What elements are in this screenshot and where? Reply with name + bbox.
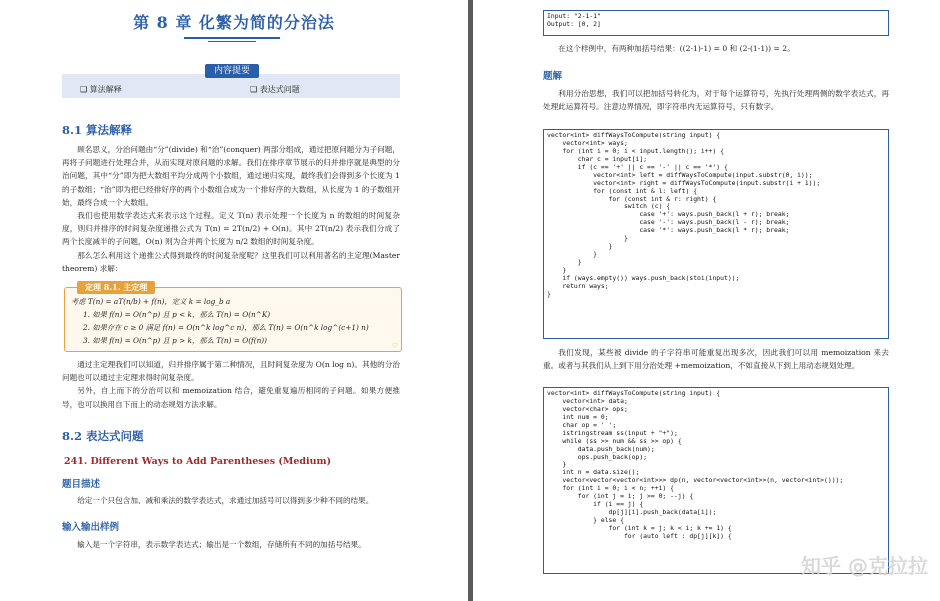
code-line: for (const int & l: left) {: [547, 186, 698, 195]
code-line: if (c == '+' || c == '-' || c == '*') {: [547, 162, 728, 171]
paragraph: 那么怎么利用这个递推公式得到最终的时间复杂度呢？这里我们可以利用著名的主定理(Master theorem) 求解：: [62, 250, 400, 273]
solution-text: [543, 87, 889, 113]
summary-label: 内容提要: [205, 64, 259, 78]
end-of-theorem-icon: ♡: [391, 342, 398, 350]
code-line: return ways;: [547, 281, 609, 290]
paragraph: 在这个样例中，有两种加括号结果：((2-1)-1) = 0 和 (2-(1-1)) = 2。: [558, 44, 795, 53]
code-line: for (int i = 0; i < n; ++i) {: [547, 484, 674, 493]
code-line: }: [547, 460, 567, 469]
theorem-case-2: 2. 如果存在 c ≥ 0 满足 f(n) = O(n^k log^c n)，那么 T(n) = O(n^k log^(c+1) n): [83, 323, 369, 332]
code-line: }: [547, 250, 598, 259]
section-8-1-body: [62, 143, 400, 275]
code-line: }: [547, 234, 628, 243]
code-line: int n = data.size();: [547, 468, 640, 477]
code-line: if (ways.empty()) ways.push_back(stoi(input));: [547, 273, 740, 282]
example-explanation: [543, 42, 889, 55]
memoization-text: [543, 346, 889, 372]
paragraph: 另外，自上而下的分治可以和 memoization 结合，避免重复遍历相同的子问题。如果方便推导，也可以换用自下而上的动态规划方法求解。: [62, 386, 400, 409]
code-line: } else {: [547, 516, 624, 524]
code-line: vector<int> left = diffWaysToCompute(input.substr(0, i));: [547, 170, 813, 179]
description-text: [62, 494, 400, 507]
io-code-block: [543, 10, 889, 36]
description-heading: 题目描述: [62, 479, 101, 490]
theorem-label: 定理 8.1. 主定理: [77, 281, 155, 294]
chapter-title: 第 8 章 化繁为简的分治法: [133, 13, 335, 32]
code-line: vector<int> diffWaysToCompute(string input) {: [547, 389, 721, 397]
problem-title: 241. Different Ways to Add Parentheses (Medium): [64, 456, 332, 467]
code-line: for (auto left : dp[j][k]) {: [547, 531, 732, 540]
code-line: vector<int> data;: [547, 396, 628, 405]
code-line: if (i == j) {: [547, 500, 644, 509]
code-line: for (int j = i; j >= 0; --j) {: [547, 492, 694, 501]
section-8-1-conclusion: [62, 358, 400, 411]
right-page: [473, 0, 940, 601]
io-text: [62, 538, 400, 551]
title-rule: [184, 37, 280, 39]
left-page: [0, 0, 468, 601]
code-line: case '+': ways.push_back(l + r); break;: [547, 210, 790, 219]
code-line: vector<char> ops;: [547, 404, 628, 413]
section-heading-8-2: 8.2 表达式问题: [62, 429, 144, 443]
code-line: while (ss >> num && ss >> op) {: [547, 436, 682, 445]
code-line: vector<int> right = diffWaysToCompute(input.substr(i + 1));: [547, 178, 821, 187]
code-line: char c = input[i];: [547, 154, 648, 163]
title-rule-short: [208, 41, 256, 42]
section-heading-8-1: 8.1 算法解释: [62, 123, 133, 137]
io-examples-heading: 输入输出样例: [62, 522, 120, 533]
paragraph: 通过主定理我们可以知道，归并排序属于第二种情况，且时间复杂度为 O(n log n)。其他的分治问题也可以通过主定理求得时间复杂度。: [62, 360, 400, 383]
code-line: vector<int> diffWaysToCompute(string input) {: [547, 131, 721, 139]
paragraph: 我们也使用数学表达式来表示这个过程。定义 T(n) 表示处理一个长度为 n 的数组的时间复杂度，则归并排序的时间复杂度递推公式为 T(n) = 2T(n/2) + O(n)。其中 2T(n/2) 表示我们分成了两个长度减半的子问题，O(n) 则为合并两个长度为 n/2 数组的时间复杂度。: [62, 211, 400, 247]
code-line: for (int k = j; k < i; k += 1) {: [547, 523, 732, 532]
code-block-dynamic-programming: [543, 387, 889, 574]
code-line: dp[j][i].push_back(data[i]);: [547, 508, 717, 517]
paragraph: 我们发现，某些被 divide 的子字符串可能重复出现多次，因此我们可以用 memoization 来去重。或者与其我们从上到下用分治处理 +memoization，不如直接从下到上用动态规划处理。: [543, 348, 889, 371]
theorem-line: 考虑 T(n) = aT(n/b) + f(n)，定义 k = log_b a: [71, 297, 231, 306]
code-line: case '*': ways.push_back(l * r); break;: [547, 226, 790, 235]
paragraph: 输入是一个字符串，表示数学表达式；输出是一个数组，存储所有不同的加括号结果。: [77, 540, 366, 549]
code-line: istringstream ss(input + "+");: [547, 428, 678, 437]
code-line: int num = 0;: [547, 412, 609, 421]
theorem-case-3: 3. 如果 f(n) = O(n^p) 且 p > k，那么 T(n) = O(f(n)): [83, 336, 267, 345]
theorem-case-1: 1. 如果 f(n) = O(n^p) 且 p < k，那么 T(n) = O(n^K): [83, 310, 271, 319]
summary-item-expression[interactable]: ❑ 表达式问题: [250, 85, 300, 94]
summary-item-algorithm[interactable]: ❑ 算法解释: [80, 85, 122, 94]
code-line: for (int i = 0; i < input.length(); i++) {: [547, 146, 724, 155]
code-line: }: [547, 242, 613, 251]
code-line: }: [547, 289, 551, 298]
paragraph: 顾名思义，分治问题由“分”(divide) 和“治”(conquer) 两部分组成，通过把原问题分为子问题，再将子问题进行处理合并，从而实现对原问题的求解。我们在排序章节展示的归并排序就是典型的分治问题，其中“分”即为把大数组平均分成两个小数组，通过递归实现，最终我们会得到多个长度为 1 的子数组；“治”即为把已经排好序的两个小数组合成为一个排好序的大数组，从长度为 1 的子数组开始，最终合成一个大数组。: [62, 145, 400, 207]
code-line: }: [547, 265, 567, 274]
watermark: 知乎 @克拉拉: [801, 554, 928, 578]
paragraph: 给定一个只包含加、减和乘法的数学表达式，求通过加括号可以得到多少种不同的结果。: [77, 496, 374, 505]
code-line: vector<vector<vector<int>>> dp(n, vector<vector<int>>(n, vector<int>()));: [547, 476, 844, 485]
code-line: vector<int> ways;: [547, 138, 628, 147]
code-line: Output: [0, 2]: [547, 19, 601, 28]
solution-heading: 题解: [543, 71, 563, 82]
code-line: case '-': ways.push_back(l - r); break;: [547, 218, 790, 227]
code-line: switch (c) {: [547, 202, 671, 211]
code-line: for (const int & r: right) {: [547, 194, 717, 203]
code-block-divide-and-conquer: [543, 129, 889, 339]
code-line: ops.push_back(op);: [547, 452, 648, 461]
theorem-box: [64, 282, 402, 352]
code-line: data.push_back(num);: [547, 444, 655, 453]
code-line: }: [547, 258, 582, 266]
paragraph: 利用分治思想，我们可以把加括号转化为，对于每个运算符号，先执行处理两侧的数学表达式，再处理此运算符号。注意边界情况，即字符串内无运算符号，只有数字。: [543, 89, 889, 112]
code-line: char op = ' ';: [547, 420, 617, 429]
code-line: Input: "2-1-1": [547, 12, 601, 20]
